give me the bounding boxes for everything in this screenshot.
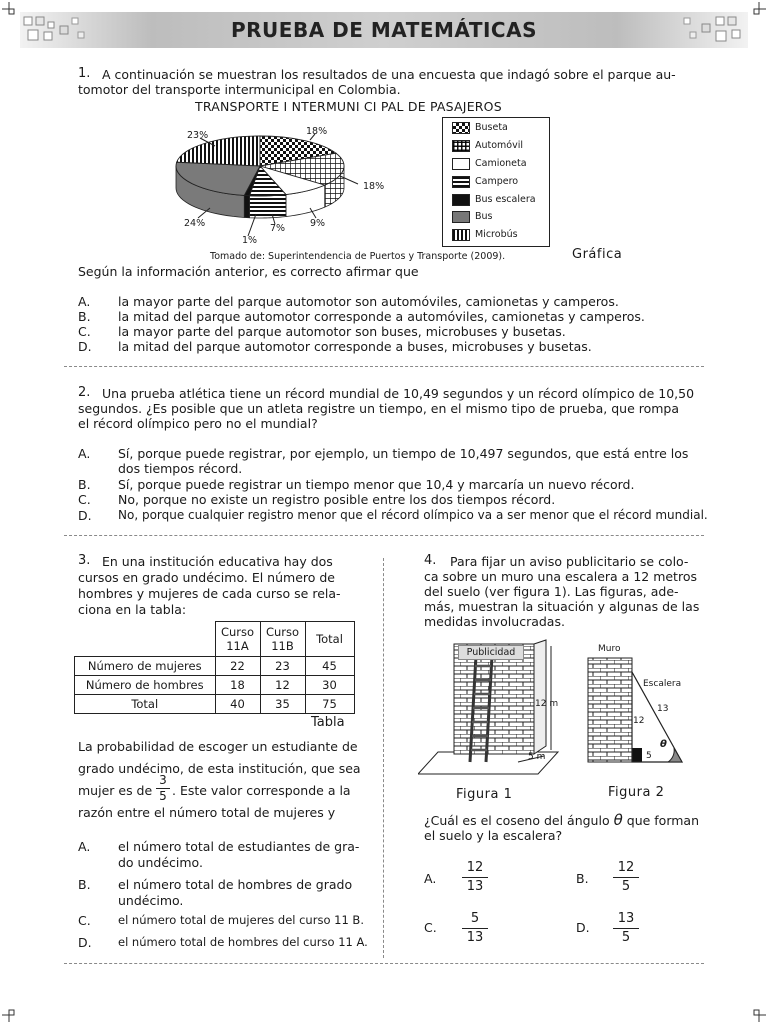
chart-source: Tomado de: Superintendencia de Puertos y Transporte (2009). (210, 251, 506, 262)
legend-swatch (452, 211, 470, 223)
figure-caption: Figura 2 (608, 785, 665, 800)
legend-label: Automóvil (475, 140, 524, 151)
option-letter: C. (78, 324, 91, 339)
question-body: La probabilidad de escoger un estudiante de (78, 739, 358, 754)
legend-label: Camioneta (475, 158, 527, 169)
option-fraction[interactable] (613, 911, 639, 946)
question-stem: del suelo (ver figura 1). Las figuras, ade- (424, 584, 679, 599)
legend-swatch (452, 194, 470, 206)
question-number: 4. (424, 553, 437, 568)
question-stem: En una institución educativa hay dos (102, 554, 333, 569)
data-table (74, 621, 355, 714)
question-stem: A continuación se muestran los resultados de una encuesta que indagó sobre el parque au- (102, 67, 676, 82)
option-text[interactable]: No, porque no existe un registro posible entre los dos tiempos récord. (118, 492, 556, 507)
pie-label: 1% (242, 235, 258, 246)
option-letter: C. (424, 920, 437, 935)
figure-caption: Figura 1 (456, 787, 513, 802)
option-fraction[interactable] (462, 860, 488, 895)
dimension-label: 13 (657, 704, 669, 714)
legend-swatch (452, 140, 470, 152)
table-caption: Tabla (311, 715, 345, 730)
question-number: 2. (78, 385, 91, 400)
option-letter: D. (576, 920, 590, 935)
dimension-label: 5 m (528, 752, 546, 762)
pie-label: 9% (310, 218, 326, 229)
option-letter: D. (78, 508, 92, 523)
question-body: mujer es de (78, 783, 153, 798)
fraction-denominator: 5 (621, 930, 631, 945)
ladder-label: Escalera (643, 679, 682, 689)
option-letter: B. (78, 309, 91, 324)
divider (64, 535, 704, 536)
fraction-numerator: 12 (617, 860, 635, 875)
question-stem: más, muestran la situación y algunas de las (424, 599, 700, 614)
corner-mark-icon (2, 2, 16, 16)
wall-label: Muro (598, 644, 621, 654)
divider (64, 366, 704, 367)
dimension-label: 12 m (535, 699, 559, 709)
table-cell: 23 (260, 657, 305, 676)
option-text[interactable]: la mitad del parque automotor corresponde a automóviles, camionetas y camperos. (118, 309, 645, 324)
legend-label: Bus (475, 211, 493, 222)
corner-mark-icon (2, 1008, 16, 1022)
theta-symbol: θ (613, 811, 623, 829)
option-letter: B. (78, 477, 91, 492)
option-text[interactable]: Sí, porque puede registrar un tiempo menor que 10,4 y marcaría un nuevo récord. (118, 477, 635, 492)
fraction (156, 774, 170, 803)
fraction-denominator: 5 (159, 789, 167, 803)
table-cell: 45 (305, 657, 354, 676)
table-cell: 75 (305, 695, 354, 714)
option-text[interactable]: do undécimo. (118, 855, 203, 870)
page-title: PRUEBA DE MATEMÁTICAS (231, 18, 537, 42)
table-cell: 35 (260, 695, 305, 714)
question-prompt: Según la información anterior, es correcto afirmar que (78, 264, 419, 279)
table-cell: 22 (215, 657, 260, 676)
dimension-label: 5 (646, 751, 652, 761)
option-text[interactable]: el número total de mujeres del curso 11 B. (118, 913, 364, 927)
question-stem: segundos. ¿Es posible que un atleta registre un tiempo, en el mismo tipo de prueba, que rompa (78, 401, 680, 416)
table-cell: 12 (260, 676, 305, 695)
fraction-numerator: 13 (617, 911, 635, 926)
question-stem: Para fijar un aviso publicitario se colo- (450, 554, 689, 569)
question-body: grado undécimo, de esta institución, que sea (78, 761, 361, 776)
table-header: 11B (271, 639, 294, 653)
option-letter: C. (78, 913, 91, 928)
question-stem: cursos en grado undécimo. El número de (78, 570, 335, 585)
fraction-denominator: 13 (466, 879, 484, 894)
dimension-label: 12 (633, 716, 645, 726)
chart-title: TRANSPORTE I NTERMUNI CI PAL DE PASAJEROS (195, 99, 502, 114)
option-text[interactable]: el número total de estudiantes de gra- (118, 839, 360, 854)
option-text[interactable]: Sí, porque puede registrar, por ejemplo, un tiempo de 10,497 segundos, que está entre los (118, 446, 689, 461)
table-cell: Número de mujeres (75, 657, 216, 676)
question-number: 3. (78, 553, 91, 568)
option-letter: B. (576, 871, 589, 886)
table-cell: 18 (215, 676, 260, 695)
figure-label: Gráfica (572, 247, 623, 262)
option-letter: A. (424, 871, 437, 886)
figure-2 (586, 652, 696, 764)
pie-leader-lines (160, 118, 450, 248)
option-letter: B. (78, 877, 91, 892)
fraction-numerator: 3 (159, 773, 167, 787)
option-text[interactable]: undécimo. (118, 893, 184, 908)
option-fraction[interactable] (613, 860, 639, 895)
angle-label: θ (660, 739, 667, 750)
option-text[interactable]: No, porque cualquier registro menor que el récord olímpico va a ser menor que el récord mundial. (118, 508, 708, 522)
option-letter: A. (78, 294, 91, 309)
option-fraction[interactable] (462, 911, 488, 946)
sign-label: Publicidad (458, 645, 524, 660)
fraction-numerator: 5 (470, 911, 480, 926)
option-text[interactable]: la mitad del parque automotor corresponde a buses, microbuses y busetas. (118, 339, 592, 354)
legend-label: Bus escalera (475, 194, 536, 205)
question-stem: Una prueba atlética tiene un récord mundial de 10,49 segundos y un récord olímpico de 10,50 (102, 386, 695, 401)
question-stem: tomotor del transporte intermunicipal en Colombia. (78, 82, 401, 97)
pie-label: 24% (184, 218, 206, 229)
question-prompt (424, 813, 699, 829)
question-body: razón entre el número total de mujeres y (78, 805, 336, 820)
option-letter: A. (78, 839, 91, 854)
option-text[interactable]: dos tiempos récord. (118, 461, 243, 476)
question-prompt: el suelo y la escalera? (424, 828, 563, 843)
option-text[interactable]: el número total de hombres de grado (118, 877, 353, 892)
question-body: . Este valor corresponde a la (172, 783, 351, 798)
option-letter: C. (78, 492, 91, 507)
table-cell: 30 (305, 676, 354, 695)
legend-swatch (452, 122, 470, 134)
legend-swatch (452, 176, 470, 188)
option-text[interactable]: la mayor parte del parque automotor son buses, microbuses y busetas. (118, 324, 566, 339)
corner-mark-icon (752, 1008, 766, 1022)
question-prompt-text: ¿Cuál es el coseno del ángulo (424, 813, 610, 828)
table-row (75, 657, 355, 676)
pie-label: 18% (363, 181, 385, 192)
legend-swatch (452, 229, 470, 241)
pie-label: 23% (187, 130, 209, 141)
fraction-denominator: 5 (621, 879, 631, 894)
legend-swatch (452, 158, 470, 170)
question-number: 1. (78, 66, 91, 81)
question-stem: hombres y mujeres de cada curso se rela- (78, 586, 341, 601)
question-stem: el récord olímpico pero no el mundial? (78, 416, 318, 431)
table-cell: Total (75, 695, 216, 714)
option-letter: D. (78, 935, 92, 950)
table-row (75, 676, 355, 695)
pie-label: 18% (306, 126, 328, 137)
table-cell: 40 (215, 695, 260, 714)
option-text[interactable]: la mayor parte del parque automotor son automóviles, camionetas y camperos. (118, 294, 619, 309)
table-header: 11A (226, 639, 249, 653)
fraction-numerator: 12 (466, 860, 484, 875)
legend-label: Campero (475, 176, 519, 187)
legend-label: Microbús (475, 229, 518, 240)
corner-mark-icon (752, 2, 766, 16)
fraction-denominator: 13 (466, 930, 484, 945)
pie-label: 7% (270, 223, 286, 234)
option-letter: A. (78, 446, 91, 461)
option-letter: D. (78, 339, 92, 354)
question-stem: ciona en la tabla: (78, 602, 187, 617)
column-divider (383, 558, 384, 958)
divider (64, 963, 704, 964)
option-text[interactable]: el número total de hombres del curso 11 A. (118, 935, 368, 949)
legend-label: Buseta (475, 122, 508, 133)
table-header: Curso (265, 625, 300, 639)
question-stem: ca sobre un muro una escalera a 12 metros (424, 569, 697, 584)
question-prompt-text: que forman (626, 813, 700, 828)
table-header: Curso (220, 625, 255, 639)
question-stem: medidas involucradas. (424, 614, 565, 629)
table-header: Total (316, 632, 343, 646)
table-row (75, 695, 355, 714)
table-cell: Número de hombres (75, 676, 216, 695)
